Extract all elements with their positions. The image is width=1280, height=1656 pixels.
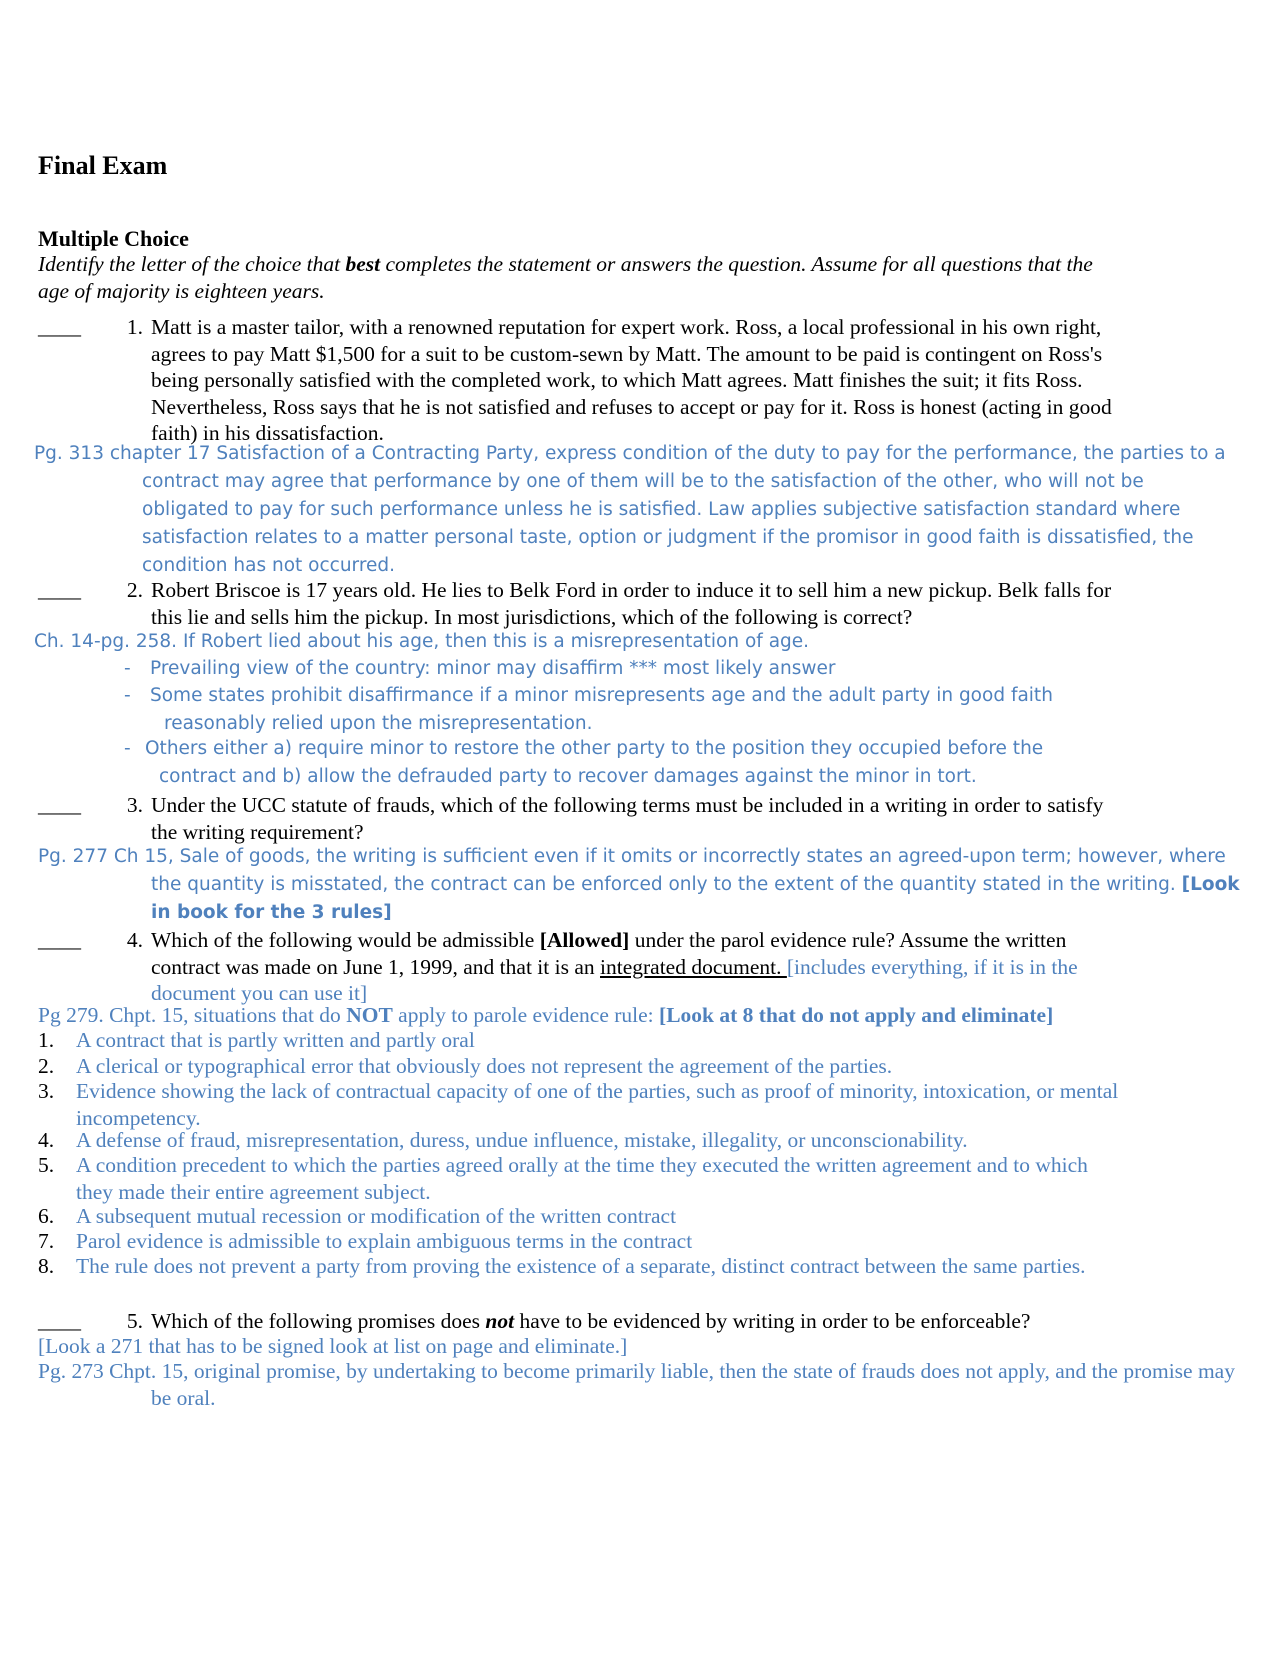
- allowed-emphasis: [Allowed]: [539, 928, 630, 952]
- question-5: [38, 1308, 1128, 1335]
- list-text: A contract that is partly written and partly oral: [76, 1028, 475, 1052]
- parol-list-item: [38, 1027, 1128, 1054]
- note-q5-a: [Look a 271 that has to be signed look at list on page and eliminate.]: [38, 1334, 628, 1358]
- answer-blank[interactable]: ____: [38, 578, 81, 602]
- list-text: Evidence showing the lack of contractual capacity of one of the parties, such as proof of minority, intoxication, or mental incompetency.: [76, 1079, 1119, 1130]
- list-text: A condition precedent to which the parties agreed orally at the time they executed the written agreement and to which they made their entire agreement subject.: [76, 1153, 1088, 1204]
- answer-blank[interactable]: ____: [38, 1309, 81, 1333]
- page-title: Final Exam: [38, 151, 168, 180]
- list-text: Parol evidence is admissible to explain ambiguous terms in the contract: [76, 1229, 693, 1253]
- question-text: Which of the following promises does not have to be evidenced by writing in order to be enforceable?: [151, 1309, 1031, 1333]
- note-q4-heading: Pg 279. Chpt. 15, situations that do NOT apply to parole evidence rule: [Look at 8 that do not apply and eliminate]: [38, 1003, 1054, 1027]
- list-text: The rule does not prevent a party from proving the existence of a separate, distinct contract between the same parties.: [76, 1254, 1086, 1278]
- bullet-dash: -: [124, 685, 131, 706]
- parol-list-item: [38, 1053, 1128, 1080]
- question-2: [38, 577, 1128, 630]
- parol-list-item: [38, 1203, 1128, 1230]
- answer-blank[interactable]: ____: [38, 315, 81, 339]
- question-number: 4.: [126, 928, 143, 952]
- parol-list-item: [38, 1078, 1128, 1131]
- instructions: Identify the letter of the choice that best completes the statement or answers the question. Assume for all questions that the age of majority is eighteen years.: [38, 252, 1093, 303]
- question-number: 2.: [126, 578, 143, 602]
- bullet-text: Prevailing view of the country: minor may disaffirm *** most likely answer: [150, 658, 836, 679]
- list-number: 6.: [38, 1204, 55, 1228]
- integrated-document-underline: integrated document.: [600, 954, 787, 979]
- bullet-text: Others either a) require minor to restore the other party to the position they occupied before the contract and b) allow the defrauded party to recover damages against the minor in tort.: [145, 738, 1044, 787]
- note-q2-bullet-1: [124, 655, 1114, 683]
- not-emphasis: not: [485, 1309, 515, 1333]
- note-q5-b: Pg. 273 Chpt. 15, original promise, by undertaking to become primarily liable, then the state of frauds does not apply, and the promise may be oral.: [38, 1359, 1235, 1410]
- question-text: Robert Briscoe is 17 years old. He lies to Belk Ford in order to induce it to sell him a new pickup. Belk falls for this lie and sells him the pickup. In most jurisdictions, which of the following is correct?: [151, 578, 1112, 629]
- parol-list-item: [38, 1253, 1128, 1280]
- parol-list-item: [38, 1127, 1128, 1154]
- question-number: 1.: [126, 315, 143, 339]
- list-number: 3.: [38, 1079, 55, 1103]
- note-q4-emphasis: [Look at 8 that do not apply and eliminate]: [659, 1003, 1054, 1027]
- question-text: Which of the following would be admissible [Allowed] under the parol evidence rule? Assume the written contract was made on June 1, 1999, and that it is an integrated document. [includes everything, if it is in the document you can use it]: [151, 928, 1078, 1005]
- list-text: A subsequent mutual recession or modification of the written contract: [76, 1204, 677, 1228]
- bullet-dash: -: [124, 658, 131, 679]
- question-4-inline-note: [includes everything, if it is in the document you can use it]: [151, 954, 1078, 1005]
- note-q2-bullet-2: [124, 682, 1114, 738]
- question-number: 5.: [126, 1309, 143, 1333]
- instructions-emphasis: best: [345, 252, 381, 276]
- parol-list-item: [38, 1152, 1128, 1205]
- list-text: A clerical or typographical error that obviously does not represent the agreement of the parties.: [76, 1054, 893, 1078]
- parol-list-item: [38, 1228, 1128, 1255]
- question-4: [38, 927, 1128, 1007]
- question-1: [38, 314, 1128, 447]
- question-number: 3.: [126, 793, 143, 817]
- note-q4-not: NOT: [346, 1003, 393, 1027]
- list-number: 1.: [38, 1028, 55, 1052]
- list-text: A defense of fraud, misrepresentation, duress, undue influence, mistake, illegality, or unconscionability.: [76, 1128, 968, 1152]
- bullet-text: Some states prohibit disaffirmance if a minor misrepresents age and the adult party in good faith reasonably relied upon the misrepresentation.: [150, 685, 1053, 734]
- section-title: Multiple Choice: [38, 226, 189, 251]
- list-number: 5.: [38, 1153, 55, 1177]
- bullet-dash: -: [124, 738, 131, 759]
- answer-blank[interactable]: ____: [38, 928, 81, 952]
- question-text: Matt is a master tailor, with a renowned reputation for expert work. Ross, a local professional in his own right, agrees to pay Matt $1,500 for a suit to be custom-sewn by Matt. The amount to be paid is contingent on Ross's being personally satisfied with the completed work, to which Matt agrees. Matt finishes the suit; it fits Ross. Nevertheless, Ross says that he is not satisfied and refuses to accept or pay for it. Ross is honest (acting in good faith) in his dissatisfaction.: [151, 315, 1112, 445]
- note-q2-bullet-3: [124, 735, 1114, 791]
- list-number: 2.: [38, 1054, 55, 1078]
- list-number: 4.: [38, 1128, 55, 1152]
- note-q3: Pg. 277 Ch 15, Sale of goods, the writing is sufficient even if it omits or incorrectly states an agreed-upon term; however, where the quantity is misstated, the contract can be enforced only to the extent of the quantity stated in the writing. [Look in book for the 3 rules]: [38, 846, 1240, 923]
- note-q3-emphasis: [Look in book for the 3 rules]: [151, 874, 1240, 923]
- list-number: 7.: [38, 1229, 55, 1253]
- note-q1: Pg. 313 chapter 17 Satisfaction of a Contracting Party, express condition of the duty to pay for the performance, the parties to a contract may agree that performance by one of them will be to the satisfaction of the other, who will not be obligated to pay for such performance unless he is satisfied. Law applies subjective satisfaction standard where satisfaction relates to a matter personal taste, option or judgment if the promisor in good faith is dissatisfied, the condition has not occurred.: [34, 443, 1226, 576]
- question-text: Under the UCC statute of frauds, which of the following terms must be included in a writing in order to satisfy the writing requirement?: [151, 793, 1104, 844]
- answer-blank[interactable]: ____: [38, 793, 81, 817]
- note-q2-heading: Ch. 14-pg. 258. If Robert lied about his age, then this is a misrepresentation of age.: [34, 631, 810, 652]
- question-3: [38, 792, 1128, 845]
- list-number: 8.: [38, 1254, 55, 1278]
